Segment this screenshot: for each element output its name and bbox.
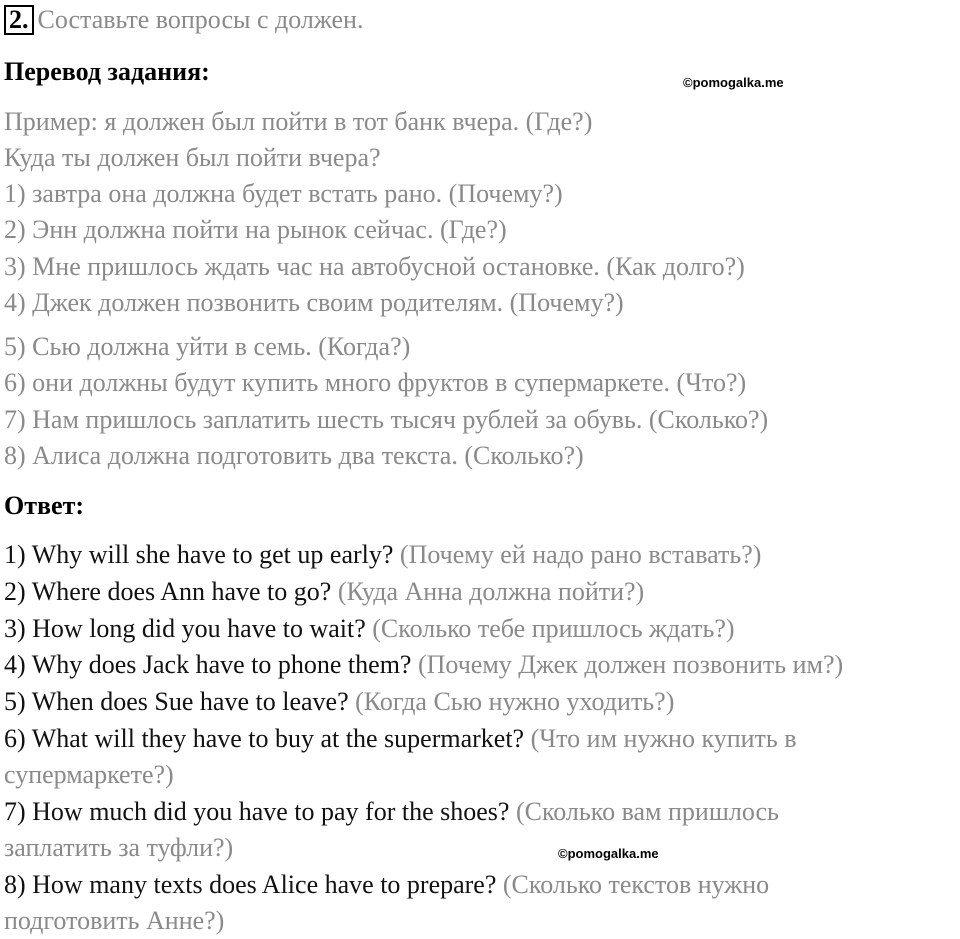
translation-line: 3) Мне пришлось ждать час на автобусной остановке. (Как долго?) bbox=[4, 252, 745, 281]
translation-line: 8) Алиса должна подготовить два текста. (Сколько?) bbox=[4, 441, 584, 470]
translation-line: 2) Энн должна пойти на рынок сейчас. (Где?) bbox=[4, 215, 507, 244]
translation-line: Куда ты должен был пойти вчера? bbox=[4, 143, 381, 172]
answer-en: 7) How much did you have to pay for the shoes? bbox=[4, 797, 510, 826]
answer-ru: (Почему Джек должен позвонить им?) bbox=[411, 650, 844, 679]
answer-item bbox=[4, 576, 644, 608]
answer-item bbox=[4, 539, 761, 571]
translation-heading: Перевод задания: bbox=[4, 57, 210, 86]
answer-en: 2) Where does Ann have to go? bbox=[4, 577, 332, 606]
answer-ru: (Когда Сью нужно уходить?) bbox=[348, 687, 675, 716]
task-number: 2. bbox=[4, 5, 34, 35]
answer-item bbox=[4, 613, 735, 645]
answer-item bbox=[4, 869, 769, 901]
answer-en: 1) Why will she have to get up early? bbox=[4, 540, 394, 569]
answer-heading: Ответ: bbox=[4, 491, 85, 520]
answer-en: 5) When does Sue have to leave? bbox=[4, 687, 349, 716]
answer-en: 6) What will they have to buy at the supermarket? bbox=[4, 724, 525, 753]
translation-line: 5) Сью должна уйти в семь. (Когда?) bbox=[4, 332, 411, 361]
answer-ru: (Почему ей надо рано вставать?) bbox=[393, 540, 762, 569]
answer-item bbox=[4, 649, 843, 681]
task-header bbox=[4, 4, 363, 36]
answer-ru: (Куда Анна должна пойти?) bbox=[331, 577, 645, 606]
answer-ru-continuation: заплатить за туфли?) bbox=[4, 833, 234, 862]
answer-ru: (Что им нужно купить в bbox=[524, 724, 797, 753]
answer-item bbox=[4, 796, 779, 828]
answer-ru: (Сколько текстов нужно bbox=[496, 870, 770, 899]
answer-en: 8) How many texts does Alice have to prepare? bbox=[4, 870, 497, 899]
translation-line: 4) Джек должен позвонить своим родителям. (Почему?) bbox=[4, 288, 624, 317]
translation-line: 7) Нам пришлось заплатить шесть тысяч рублей за обувь. (Сколько?) bbox=[4, 405, 769, 434]
answer-ru: (Сколько вам пришлось bbox=[509, 797, 779, 826]
translation-line: 1) завтра она должна будет встать рано. (Почему?) bbox=[4, 179, 563, 208]
watermark-top: ©pomogalka.me bbox=[683, 75, 784, 90]
answer-item bbox=[4, 686, 674, 718]
answer-ru: (Сколько тебе пришлось ждать?) bbox=[365, 614, 735, 643]
translation-line: 6) они должны будут купить много фруктов в супермаркете. (Что?) bbox=[4, 368, 747, 397]
answer-en: 4) Why does Jack have to phone them? bbox=[4, 650, 412, 679]
answer-ru-continuation: подготовить Анне?) bbox=[4, 906, 225, 935]
answer-en: 3) How long did you have to wait? bbox=[4, 614, 366, 643]
answer-ru-continuation: супермаркете?) bbox=[4, 760, 174, 789]
watermark-bottom: ©pomogalka.me bbox=[558, 846, 659, 861]
translation-line: Пример: я должен был пойти в тот банк вчера. (Где?) bbox=[4, 107, 593, 136]
answer-item bbox=[4, 723, 797, 755]
task-instruction: Составьте вопросы с должен. bbox=[37, 5, 364, 34]
